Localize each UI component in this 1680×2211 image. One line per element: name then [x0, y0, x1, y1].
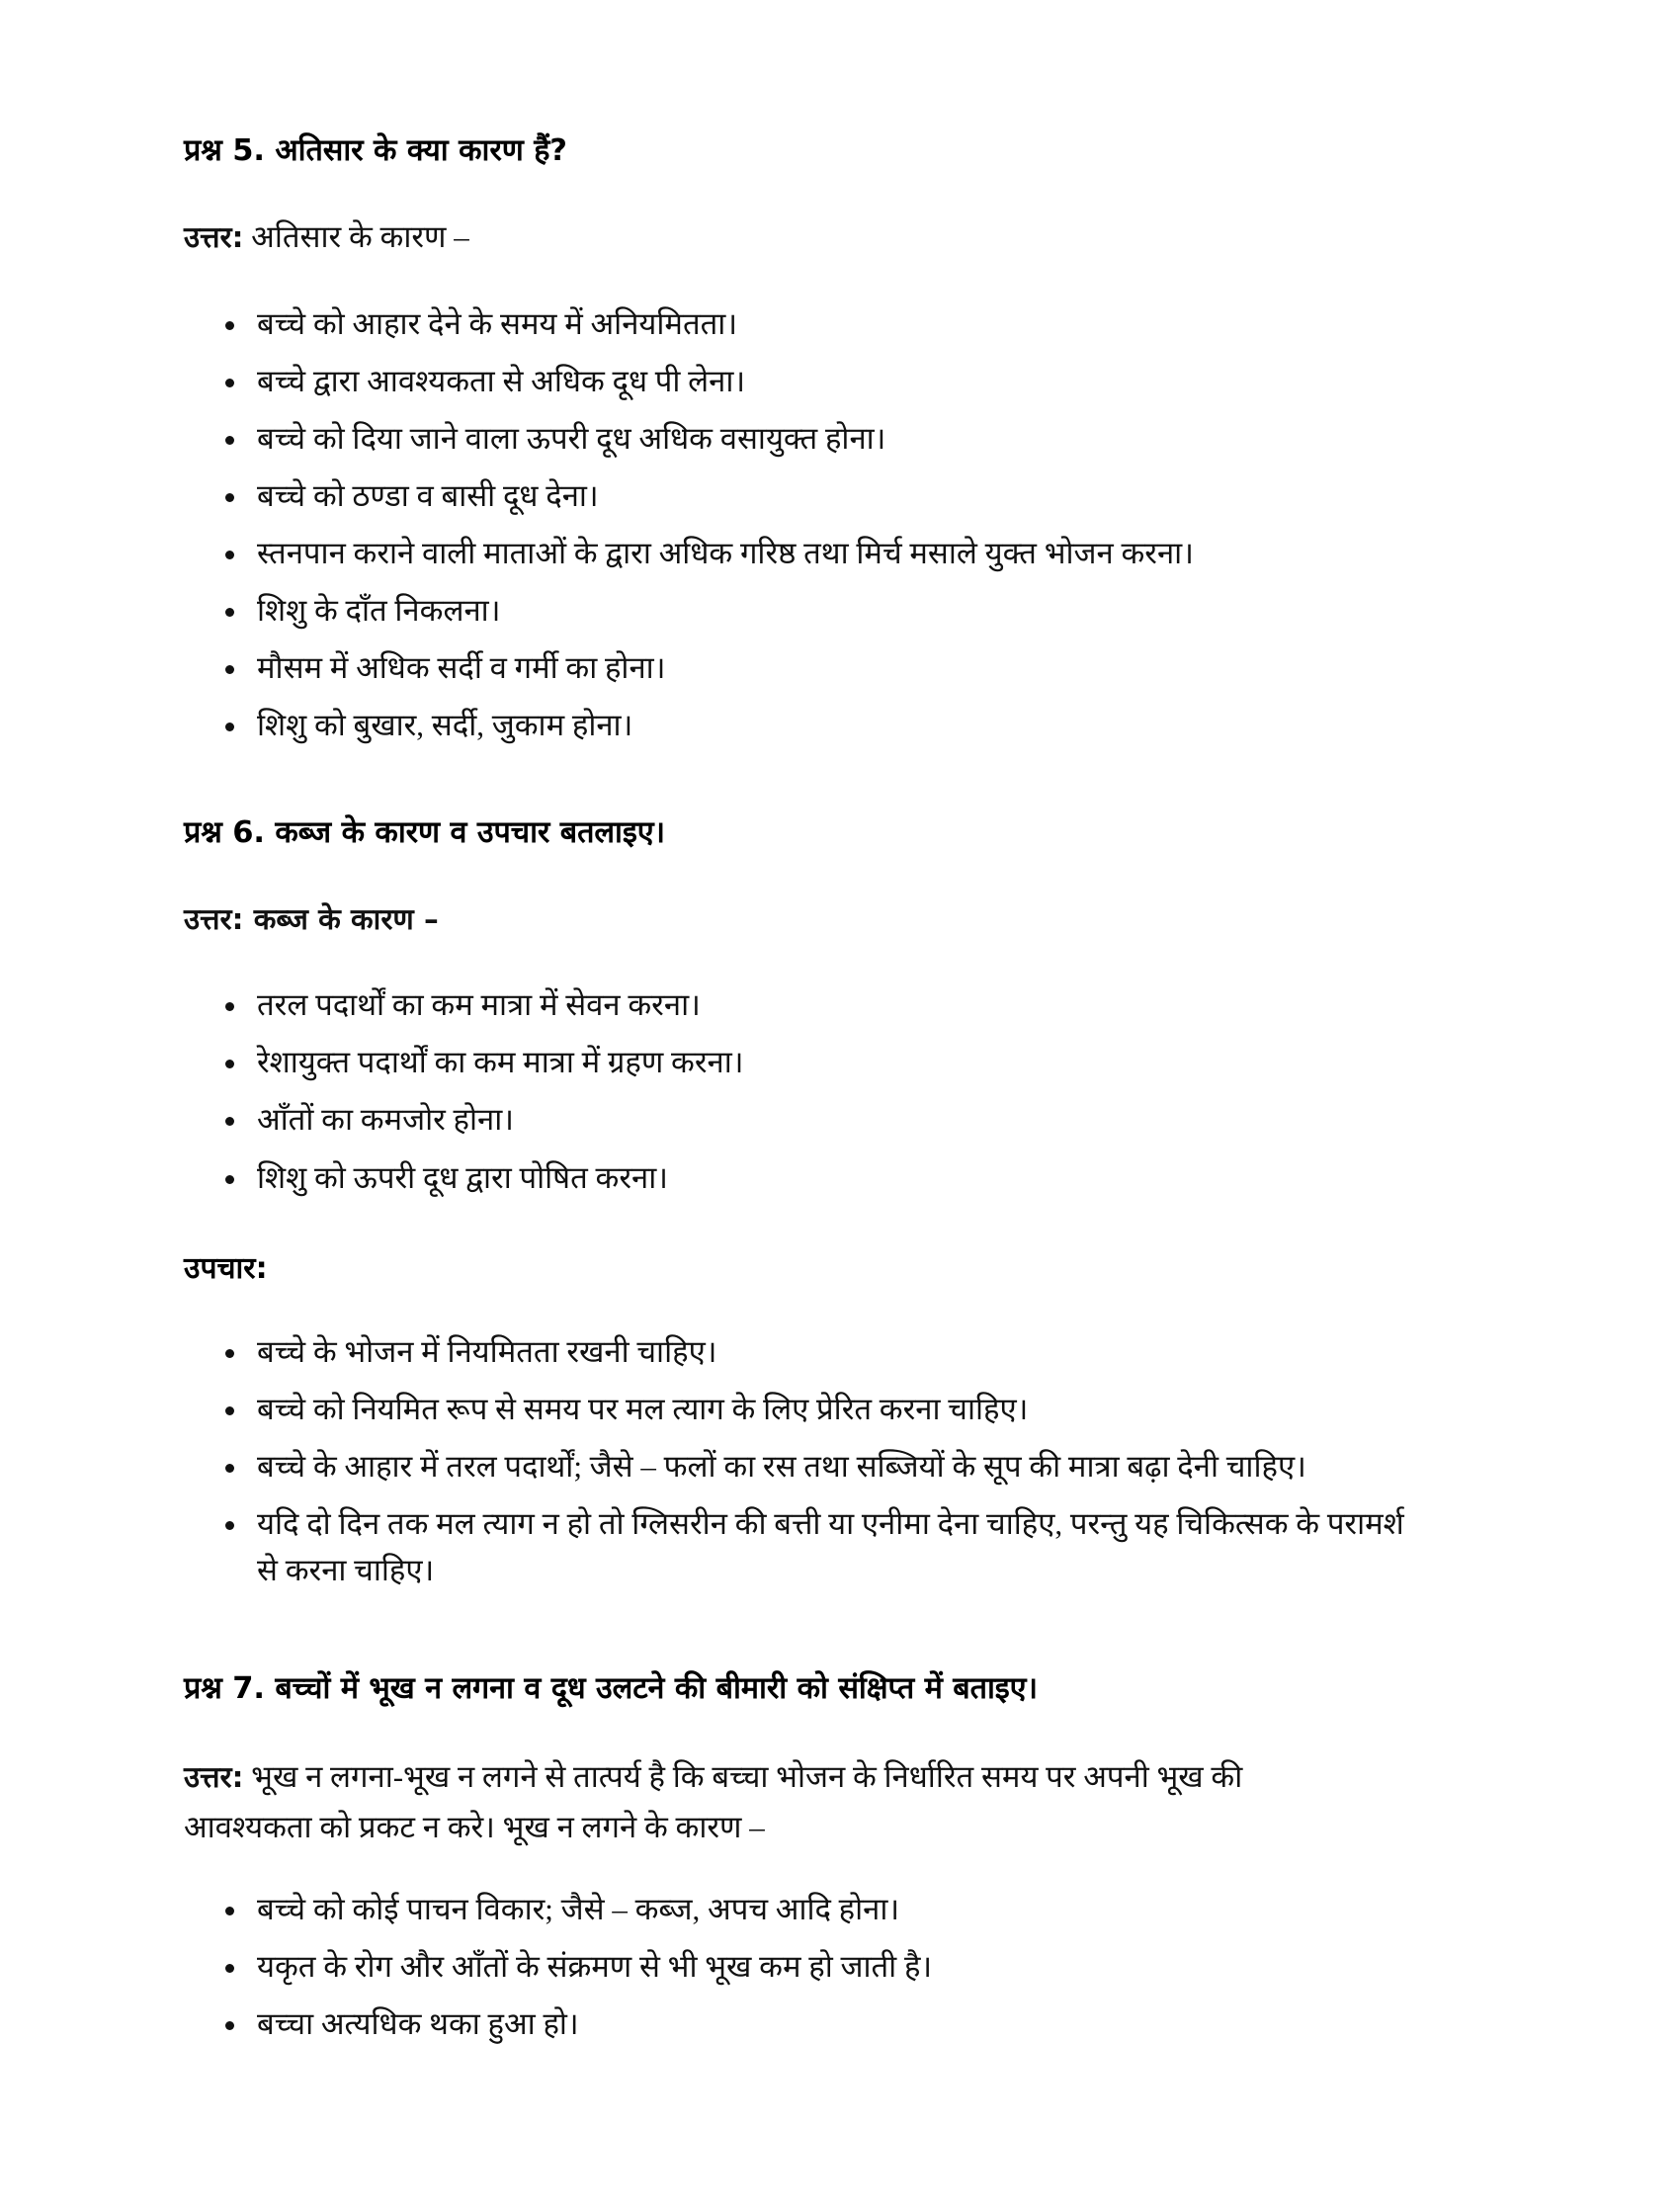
list-item: मौसम में अधिक सर्दी व गर्मी का होना। [184, 644, 1423, 691]
list-item: यदि दो दिन तक मल त्याग न हो तो ग्लिसरीन की बत्ती या एनीमा देना चाहिए, परन्तु यह चिकित्सक के परामर्श से करना चाहिए। [184, 1500, 1423, 1593]
answer-line-6 [184, 896, 1512, 943]
answer-label-5: उत्तर: [184, 220, 244, 255]
question-heading-6: प्रश्न 6. कब्ज के कारण व उपचार बतलाइए। [184, 814, 665, 850]
bullet-list-6-causes [184, 981, 1512, 1200]
list-item: शिशु के दाँत निकलना। [184, 587, 1423, 634]
bullet-list-5 [184, 300, 1512, 749]
answer-label-6: उत्तर: [184, 901, 244, 936]
list-item: बच्चे के आहार में तरल पदार्थों; जैसे – फलों का रस तथा सब्जियों के सूप की मात्रा बढ़ा देनी चाहिए। [184, 1443, 1423, 1489]
list-item: बच्चा अत्यधिक थका हुआ हो। [184, 2000, 1423, 2047]
list-item: तरल पदार्थों का कम मात्रा में सेवन करना। [184, 981, 1423, 1028]
section-spacer [184, 795, 1512, 812]
answer-text-6: कब्ज के कारण – [243, 901, 439, 936]
list-item: स्तनपान कराने वाली माताओं के द्वारा अधिक गरिष्ठ तथा मिर्च मसाले युक्त भोजन करना। [184, 530, 1423, 576]
list-item: बच्चे को दिया जाने वाला ऊपरी दूध अधिक वसायुक्त होना। [184, 415, 1423, 462]
list-item: शिशु को बुखार, सर्दी, जुकाम होना। [184, 702, 1423, 748]
list-item: बच्चे के भोजन में नियमितता रखनी चाहिए। [184, 1328, 1423, 1375]
answer-line-5 [184, 214, 1512, 261]
answer-paragraph-7 [184, 1752, 1370, 1851]
list-item: बच्चे को नियमित रूप से समय पर मल त्याग के लिए प्रेरित करना चाहिए। [184, 1386, 1423, 1432]
list-item: रेशायुक्त पदार्थों का कम मात्रा में ग्रहण करना। [184, 1039, 1423, 1085]
question-heading-7: प्रश्न 7. बच्चों में भूख न लगना व दूध उलटने की बीमारी को संक्षिप्त में बताइए। [184, 1671, 1038, 1707]
list-item: बच्चे को ठण्डा व बासी दूध देना। [184, 472, 1423, 519]
answer-text-5: अतिसार के कारण – [243, 219, 469, 255]
list-item: शिशु को ऊपरी दूध द्वारा पोषित करना। [184, 1154, 1423, 1201]
answer-label-7: उत्तर: [184, 1760, 244, 1795]
treatment-sub-heading: उपचार: [184, 1250, 268, 1286]
list-item: बच्चे द्वारा आवश्यकता से अधिक दूध पी लेना। [184, 358, 1423, 404]
list-item: आँतों का कमजोर होना। [184, 1096, 1423, 1143]
section-spacer [184, 1639, 1512, 1668]
list-item: यकृत के रोग और आँतों के संक्रमण से भी भूख कम हो जाती है। [184, 1943, 1423, 1990]
list-item: बच्चे को कोई पाचन विकार; जैसे – कब्ज, अपच आदि होना। [184, 1886, 1423, 1932]
bullet-list-7 [184, 1886, 1512, 2047]
question-heading-5: प्रश्न 5. अतिसार के क्या कारण हैं? [184, 133, 567, 168]
bullet-list-6-treatment [184, 1328, 1512, 1594]
list-item: बच्चे को आहार देने के समय में अनियमितता। [184, 300, 1423, 347]
answer-text-7: भूख न लगना-भूख न लगने से तात्पर्य है कि बच्चा भोजन के निर्धारित समय पर अपनी भूख की आवश्यकता को प्रकट न करे। भूख न लगने के कारण – [184, 1759, 1243, 1844]
